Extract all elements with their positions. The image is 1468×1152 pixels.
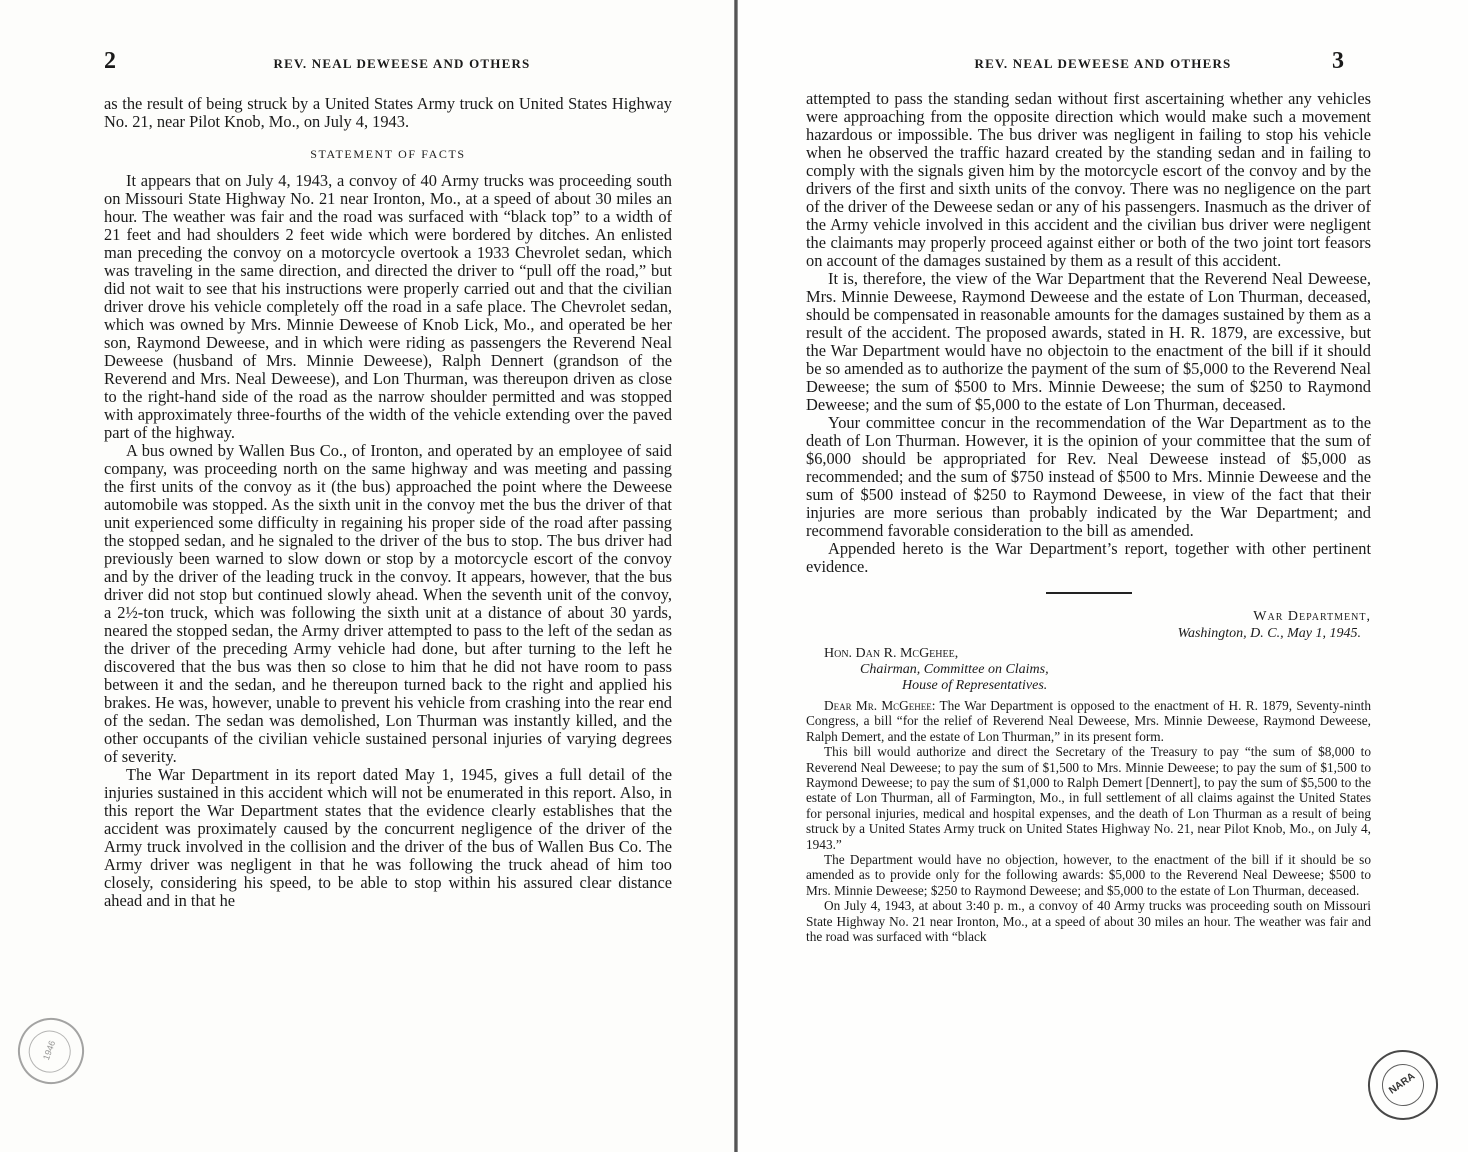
letter-heading xyxy=(806,608,1371,642)
right-body-text xyxy=(806,90,1371,945)
letter-place-date: Washington, D. C., May 1, 1945. xyxy=(1177,626,1361,641)
page-number-left: 2 xyxy=(104,48,116,74)
letter-sender: War Department, xyxy=(1253,609,1371,624)
addressee-name: Hon. Dan R. McGehee, xyxy=(824,646,959,661)
stamp-label-left: 1946 xyxy=(40,1039,58,1062)
section-heading: STATEMENT OF FACTS xyxy=(310,147,466,161)
running-head-right: REV. NEAL DEWEESE AND OTHERS xyxy=(974,56,1232,71)
paragraph-war-dept-view: It is, therefore, the view of the War Department that the Reverend Neal Deweese, Mrs. Minnie Deweese, Raymond Deweese and the estate of Lon Thurman, deceased, should be compensated in reasonable amounts for the damages sustained by them as a result of the accident. The proposed awards, stated in H. R. 1879, are excessive, but the War Department would have no objectoin to the enactment of the bill if it should be so amended as to authorize the payment of the sum of $5,000 to the Reverend Neal Deweese; the sum of $500 to Mrs. Minnie Deweese; the sum of $250 to Raymond Deweese; and the sum of $5,000 to the estate of Lon Thurman, deceased. xyxy=(806,269,1371,414)
addressee-org: House of Representatives. xyxy=(902,678,1048,693)
letter-addressee xyxy=(806,646,1371,694)
letter-salutation: Dear Mr. McGehee: xyxy=(824,698,936,713)
letter-paragraph-facts: On July 4, 1943, at about 3:40 p. m., a convoy of 40 Army trucks was proceeding south on Missouri State Highway No. 21 near Ironton, Mo., at a speed of about 30 miles an hour. The weather was fair and the road was surfaced with “black xyxy=(806,898,1371,945)
letter-paragraph-opposed xyxy=(806,698,1371,744)
stamp-label-right: NARA xyxy=(1387,1070,1418,1097)
paragraph-convoy: It appears that on July 4, 1943, a convoy of 40 Army trucks was proceeding south on Missouri State Highway No. 21 near Ironton, Mo., at a speed of about 30 miles an hour. The weather was fair and the road was surfaced with “black top” to a width of 21 feet and had shoulders 2 feet wide which were bordered by ditches. An enlisted man preceding the convoy on a motorcycle overtook a 1933 Chevrolet sedan, which was traveling in the same direction, and directed the driver to “pull off the road,” but did not wait to see that his instructions were properly carried out and that the civilian driver drove his vehicle completely off the road in a safe place. The Chevrolet sedan, which was owned by Mrs. Minnie Deweese of Knob Lick, Mo., and operated be her son, Raymond Deweese, and in which were riding as passengers the Reverend Neal Deweese (husband of Mrs. Minnie Deweese), Ralph Dennert (grandson of the Reverend and Mrs. Neal Deweese), and Lon Thurman, was thereupon driven as close to the right-hand side of the road as the narrow shoulder permitted and was stopped with approximately three-fourths of the width of the vehicle extending over the paved part of the highway. xyxy=(104,171,672,442)
left-body-text xyxy=(104,95,672,910)
page-number-right: 3 xyxy=(1332,48,1344,74)
letter-paragraph-no-objection: The Department would have no objection, however, to the enactment of the bill if it should be so amended as to provide only for the following awards: $5,000 to the Reverend Neal Deweese; $500 to Mrs. Minnie Deweese; $250 to Raymond Deweese; and $5,000 to the estate of Lon Thurman, deceased. xyxy=(806,852,1371,898)
letter-paragraph-opposed-text: The War Department is opposed to the enactment of H. R. 1879, Seventy-ninth Congress, a bill “for the relief of Reverend Neal Deweese, Mrs. Minnie Deweese, Raymond Deweese, Ralph Demert, and the estate of Lon Thurman,” in its present form. xyxy=(806,698,1371,744)
archive-stamp-left xyxy=(9,1009,94,1094)
section-divider xyxy=(1046,592,1132,594)
letter-body xyxy=(806,698,1371,945)
continued-paragraph: attempted to pass the standing sedan without first ascertaining whether any vehicles were approaching from the opposite direction which would make such a movement hazardous or impossible. The bus driver was negligent in failing to stop his vehicle when he observed the traffic hazard created by the standing sedan and in failing to comply with the signals given him by the motorcycle escort of the convoy and by the drivers of the first and sixth units of the convoy. There was no negligence on the part of the driver of the Deweese sedan or any of his passengers. Inasmuch as the driver of the Army vehicle involved in this accident and the civilian bus driver were negligent the claimants may properly proceed against either or both of the two joint tort feasors on account of the damages sustained by them as a result of this accident. xyxy=(806,89,1371,270)
addressee-title: Chairman, Committee on Claims, xyxy=(860,662,1049,677)
paragraph-war-dept-report: The War Department in its report dated May 1, 1945, gives a full detail of the injuries sustained in this accident which will not be enumerated in this report. Also, in this report the War Department states that the evidence clearly establishes that the accident was proximately caused by the concurrent negligence of the driver of the Army truck involved in the collision and the driver of the bus of Wallen Bus Co. The Army driver was negligent in that he was following the truck ahead of him too closely, considering his speed, to be able to stop within his assured clear distance ahead and in that he xyxy=(104,765,672,910)
paragraph-appended: Appended hereto is the War Department’s report, together with other pertinent evidence. xyxy=(806,539,1371,576)
paragraph-committee-concur: Your committee concur in the recommendation of the War Department as to the death of Lon Thurman. However, it is the opinion of your committee that the sum of $6,000 should be appropriated for Rev. Neal Deweese instead of $5,000 as recommended; and the sum of $750 instead of $500 to Mrs. Minnie Deweese and the sum of $500 instead of $250 to Raymond Deweese, in view of the fact that their injuries are more serious than probably indicated by the War Department; and recommend favorable consideration to the bill as amended. xyxy=(806,413,1371,540)
letter-paragraph-bill: This bill would authorize and direct the Secretary of the Treasury to pay “the sum of $8,000 to Reverend Neal Deweese; to pay the sum of $1,500 to Mrs. Minnie Deweese; to pay the sum of $1,500 to Raymond Deweese; to pay the sum of $1,000 to Ralph Demert [Dennert], to pay the sum of $5,500 to the estate of Lon Thurman, all of Farmington, Mo., in full settlement of all claims against the United States for personal injuries, medical and hospital expenses, and the death of Lon Thurman as a result of being struck by a United States Army truck on United States Highway No. 21, near Pilot Knob, Mo., on July 4, 1943.” xyxy=(806,744,1371,852)
continued-paragraph: as the result of being struck by a United States Army truck on United States Highway No. 21, near Pilot Knob, Mo., on July 4, 1943. xyxy=(104,94,672,131)
running-head-left: REV. NEAL DEWEESE AND OTHERS xyxy=(273,56,531,71)
right-page xyxy=(738,0,1468,1152)
paragraph-bus: A bus owned by Wallen Bus Co., of Ironton, and operated by an employee of said company, was proceeding north on the same highway and was meeting and passing the first units of the convoy as it (the bus) approached the point where the Deweese automobile was stopped. As the sixth unit in the convoy met the bus the driver of that unit experienced some difficulty in regaining his proper side of the road after passing the stopped sedan, and he signaled to the driver of the bus to stop. The bus driver had previously been warned to slow down or stop by a motorcycle escort of the convoy and by the driver of the leading truck in the convoy. It appears, however, that the bus driver did not stop but continued slowly ahead. When the seventh unit of the convoy, a 2½-ton truck, which was following the sixth unit at a distance of about 30 yards, neared the stopped sedan, the Army driver attempted to pass to the left of the sedan as the driver of the preceding Army vehicle had done, but after turning to the left he discovered that the bus was then so close to him that he did not have room to pass between it and the sedan, and he thereupon turned back to the right and applied his brakes. He was, however, unable to prevent his vehicle from crashing into the rear end of the sedan. The sedan was demolished, Lon Thurman was instantly killed, and the other occupants of the civilian vehicle sustained personal injuries of varying degrees of severity. xyxy=(104,441,672,766)
